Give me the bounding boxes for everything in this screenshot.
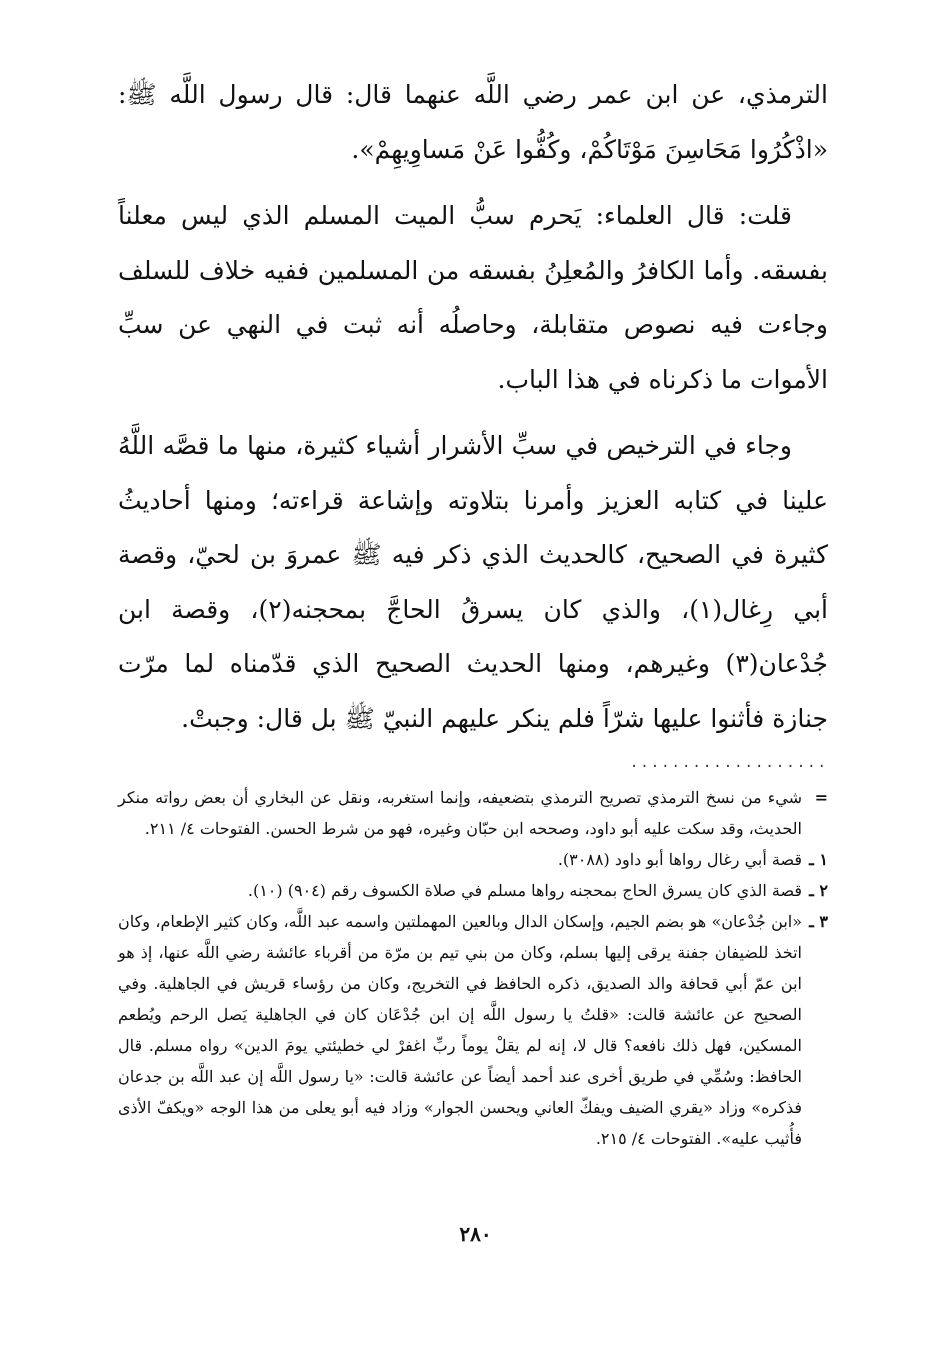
footnote-2 — [118, 875, 828, 906]
paragraph-3: وجاء في الترخيص في سبِّ الأشرار أشياء كثيرة، منها ما قصَّه اللَّهُ علينا في كتابه العزيز وأمرنا بتلاوته وإشاعة قراءته؛ ومنها أحاديثُ كثيرة في الصحيح، كالحديث الذي ذكر فيه ﷺ عمروَ بن لحيّ، وقصة أبي رِغال(١)، والذي كان يسرقُ الحاجَّ بمحجنه(٢)، وقصة ابن جُدْعان(٣) وغيرهم، ومنها الحديث الصحيح الذي قدّمناه لما مرّت جنازة فأثنوا عليها شرّاً فلم ينكر عليهم النبيّ ﷺ بل قال: وجبتْ. — [118, 431, 828, 733]
footnote-text: قصة الذي كان يسرق الحاج بمحجنه رواها مسلم في صلاة الكسوف رقم (٩٠٤) (١٠). — [247, 881, 802, 900]
footnotes — [118, 782, 828, 1154]
book-page — [118, 68, 828, 1154]
footnote-1 — [118, 844, 828, 875]
footnote-text: قصة أبي رغال رواها أبو داود (٣٠٨٨). — [557, 850, 802, 869]
footnote-marker: ٢ ـ — [809, 881, 828, 900]
footnote-text: «ابن جُدْعان» هو بضم الجيم، وإسكان الدال وبالعين المهملتين واسمه عبد اللَّه، وكان كثير الإطعام، وكان اتخذ للضيفان جفنة يرقى إليها بسلم، وكان من بني تيم بن مرّة من أقرباء عائشة رضي اللَّه عنها، إذ هو ابن عمّ أبي قحافة والد الصديق، ذكره الحافظ في التخريج، وكان من رؤساء قريش في الجاهلية. وفي الصحيح عن عائشة قالت: «قلتُ يا رسول اللَّه إن ابن جُدْعَان كان في الجاهلية يَصل الرحم ويُطعم المسكين، فهل ذلك نافعه؟ قال لا، إنه لم يقلْ يوماً ربِّ اغفرْ لي خطيئتي يومَ الدين» رواه مسلم. قال الحافظ: وسُمِّي في طريق أخرى عند أحمد أيضاً عن عائشة قالت: «يا رسول اللَّه إن عبد اللَّه بن جدعان فذكره» وزاد «يقري الضيف ويفكّ العاني ويحسن الجوار» وزاد فيه أبو يعلى من هذا الوجه «ويكفّ الأذى فأُثيب عليه». الفتوحات ٤/ ٢١٥. — [118, 912, 802, 1148]
paragraph-2: قلت: قال العلماء: يَحرم سبُّ الميت المسلم الذي ليس معلناً بفسقه. وأما الكافرُ والمُعلِنُ بفسقه من المسلمين ففيه خلاف للسلف وجاءت فيه نصوص متقابلة، وحاصلُه أنه ثبت في النهي عن سبِّ الأموات ما ذكرناه في هذا الباب. — [118, 201, 828, 394]
main-text — [118, 68, 828, 746]
footnote-marker: ١ ـ — [809, 850, 828, 869]
page-number: ٢٨٠ — [459, 1222, 492, 1246]
footnote-continuation — [118, 782, 828, 844]
paragraph-1: الترمذي، عن ابن عمر رضي اللَّه عنهما قال: قال رسول اللَّه ﷺ: «اذْكُرُوا مَحَاسِنَ مَوْتَاكُمْ، وكُفُّوا عَنْ مَساوِيهِمْ». — [118, 80, 828, 164]
footnote-3 — [118, 906, 828, 1154]
footnote-marker: = — [814, 788, 828, 807]
footnote-separator: ................... — [629, 756, 828, 770]
footnote-marker: ٣ ـ — [809, 912, 828, 931]
footnote-text: شيء من نسخ الترمذي تصريح الترمذي بتضعيفه، وإنما استغربه، ونقل عن البخاري أن بعض رواته منكر الحديث، وقد سكت عليه أبو داود، وصححه ابن حبّان وغيره، فهو من شرط الحسن. الفتوحات ٤/ ٢١١. — [118, 788, 803, 838]
